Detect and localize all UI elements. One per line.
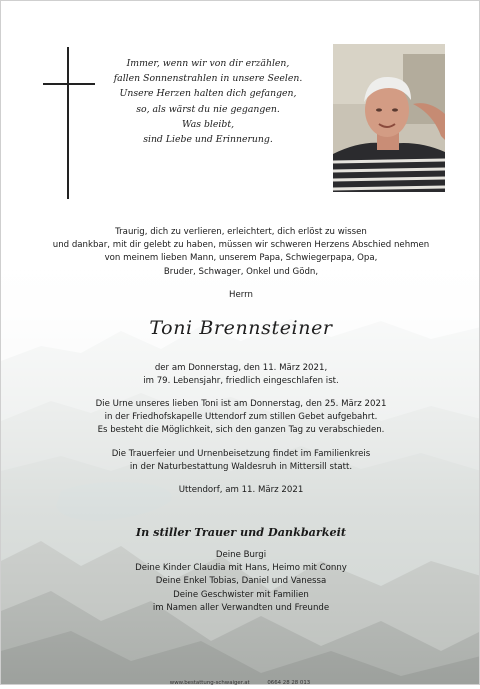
death-notice — [21, 362, 461, 388]
intro-line: von meinem lieben Mann, unserem Papa, Schwiegerpapa, Opa, — [104, 253, 378, 264]
urn-line: Die Urne unseres lieben Toni ist am Donnerstag, den 25. März 2021 — [95, 399, 387, 409]
poem-line: Unsere Herzen halten dich gefangen, — [119, 88, 297, 100]
poem-line: Immer, wenn wir von dir erzählen, — [126, 58, 290, 69]
death-line: im 79. Lebensjahr, friedlich eingeschlafen ist. — [143, 376, 339, 387]
mourners-list — [21, 549, 461, 615]
footer-phone: 0664 28 28 013 — [267, 680, 311, 686]
poem — [93, 56, 323, 147]
mourner-line: im Namen aller Verwandten und Freunde — [152, 602, 330, 613]
place-date-line: Uttendorf, am 11. März 2021 — [178, 485, 304, 495]
intro-line: Bruder, Schwager, Onkel und Gödn, — [163, 266, 319, 277]
mourner-line: Deine Geschwister mit Familien — [173, 589, 309, 600]
mourner-line: Deine Kinder Claudia mit Hans, Heimo mit Conny — [135, 563, 347, 574]
poem-line: sind Liebe und Erinnerung. — [143, 134, 273, 146]
intro-text — [21, 226, 461, 279]
footer-website: www.bestattung-schwaiger.at — [169, 680, 250, 686]
footer — [0, 680, 480, 686]
mourner-line: Deine Enkel Tobias, Daniel und Vanessa — [155, 576, 327, 587]
urn-notice — [21, 398, 461, 438]
mourner-line: Deine Burgi — [215, 550, 267, 560]
mourners-heading: In stiller Trauer und Dankbarkeit — [135, 525, 347, 539]
deceased-name: Toni Brennsteiner — [149, 317, 333, 339]
portrait-photo — [333, 44, 445, 192]
burial-notice — [21, 448, 461, 474]
urn-line: in der Friedhofskapelle Uttendorf zum stillen Gebet aufgebahrt. — [104, 412, 378, 423]
burial-line: in der Naturbestattung Waldesruh in Mittersill statt. — [129, 462, 353, 473]
intro-line: und dankbar, mit dir gelebt zu haben, müssen wir schweren Herzens Abschied nehmen — [52, 240, 430, 251]
place-date — [21, 484, 461, 497]
burial-line: Die Trauerfeier und Urnenbeisetzung findet im Familienkreis — [111, 449, 371, 459]
death-line: der am Donnerstag, den 11. März 2021, — [154, 363, 328, 373]
salutation: Herrn — [229, 290, 253, 300]
urn-line: Es besteht die Möglichkeit, sich den ganzen Tag zu verabschieden. — [97, 425, 385, 436]
poem-line: Was bleibt, — [181, 118, 235, 130]
poem-line: so, als wärst du nie gegangen. — [136, 103, 280, 115]
poem-line: fallen Sonnenstrahlen in unsere Seelen. — [113, 73, 303, 85]
cross-icon — [43, 47, 95, 199]
intro-line: Traurig, dich zu verlieren, erleichtert, dich erlöst zu wissen — [115, 227, 367, 237]
